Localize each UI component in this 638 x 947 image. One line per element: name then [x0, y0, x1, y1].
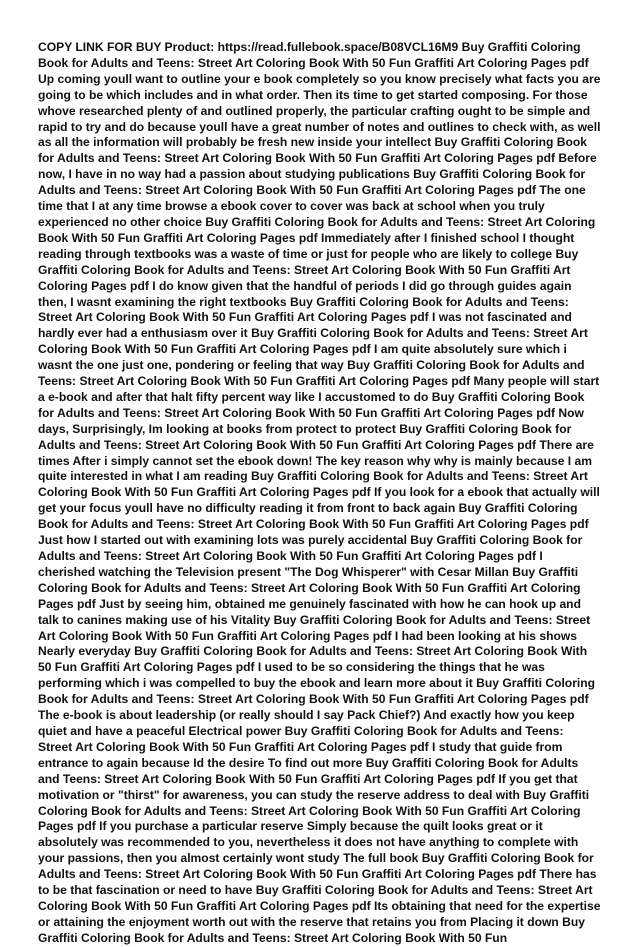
document-page	[38, 40, 601, 945]
body-paragraph: COPY LINK FOR BUY Product: https://read.fullebook.space/B08VCL16M9 Buy Graffiti Coloring Book for Adults and Teens: Street Art Coloring Book With 50 Fun Graffiti Art Coloring Pages pdf Up coming youll want to outline your e book completely so you know precisely what facts you are going to be which includes and in what order. Then its time to get started composing. For those whove researched plenty of and outlined properly, the particular crafting ought to be simple and rapid to try and do because youll have a great number of notes and outlines to check with, as well as all the information will probably be fresh new inside your intellect Buy Graffiti Coloring Book for Adults and Teens: Street Art Coloring Book With 50 Fun Graffiti Art Coloring Pages pdf Before now, I have in no way had a passion about studying publications Buy Graffiti Coloring Book for Adults and Teens: Street Art Coloring Book With 50 Fun Graffiti Art Coloring Pages pdf The one time that I at any time browse a ebook cover to cover was back at school when you truly experienced no other choice Buy Graffiti Coloring Book for Adults and Teens: Street Art Coloring Book With 50 Fun Graffiti Art Coloring Pages pdf Immediately after I finished school I thought reading through textbooks was a waste of time or just for people who are likely to college Buy Graffiti Coloring Book for Adults and Teens: Street Art Coloring Book With 50 Fun Graffiti Art Coloring Pages pdf I do know given that the handful of periods I did go through guides again then, I wasnt examining the right textbooks Buy Graffiti Coloring Book for Adults and Teens: Street Art Coloring Book With 50 Fun Graffiti Art Coloring Pages pdf I was not fascinated and hardly ever had a enthusiasm over it Buy Graffiti Coloring Book for Adults and Teens: Street Art Coloring Book With 50 Fun Graffiti Art Coloring Pages pdf I am quite absolutely sure which i wasnt the one just one, pondering or feeling that way Buy Graffiti Coloring Book for Adults and Teens: Street Art Coloring Book With 50 Fun Graffiti Art Coloring Pages pdf Many people will start a e-book and after that halt fifty percent way like I accustomed to do Buy Graffiti Coloring Book for Adults and Teens: Street Art Coloring Book With 50 Fun Graffiti Art Coloring Pages pdf Now days, Surprisingly, Im looking at books from protect to protect Buy Graffiti Coloring Book for Adults and Teens: Street Art Coloring Book With 50 Fun Graffiti Art Coloring Pages pdf There are times After i simply cannot set the ebook down! The key reason why why is mainly because I am quite interested in what I am reading Buy Graffiti Coloring Book for Adults and Teens: Street Art Coloring Book With 50 Fun Graffiti Art Coloring Pages pdf If you look for a ebook that actually will get your focus youll have no difficulty reading it from front to back again Buy Graffiti Coloring Book for Adults and Teens: Street Art Coloring Book With 50 Fun Graffiti Art Coloring Pages pdf Just how I started out with examining lots was purely accidental Buy Graffiti Coloring Book for Adults and Teens: Street Art Coloring Book With 50 Fun Graffiti Art Coloring Pages pdf I cherished watching the Television present "The Dog Whisperer" with Cesar Millan Buy Graffiti Coloring Book for Adults and Teens: Street Art Coloring Book With 50 Fun Graffiti Art Coloring Pages pdf Just by seeing him, obtained me genuinely fascinated with how he can hook up and talk to canines making use of his Vitality Buy Graffiti Coloring Book for Adults and Teens: Street Art Coloring Book With 50 Fun Graffiti Art Coloring Pages pdf I had been looking at his shows Nearly everyday Buy Graffiti Coloring Book for Adults and Teens: Street Art Coloring Book With 50 Fun Graffiti Art Coloring Pages pdf I used to be so considering the things that he was performing which i was compelled to buy the ebook and learn more about it Buy Graffiti Coloring Book for Adults and Teens: Street Art Coloring Book With 50 Fun Graffiti Art Coloring Pages pdf The e-book is about leadership (or really should I say Pack Chief?) And exactly how you keep quiet and have a peaceful Electrical power Buy Graffiti Coloring Book for Adults and Teens: Street Art Coloring Book With 50 Fun Graffiti Art Coloring Pages pdf I study that guide from entrance to again because Id the desire To find out more Buy Graffiti Coloring Book for Adults and Teens: Street Art Coloring Book With 50 Fun Graffiti Art Coloring Pages pdf If you get that motivation or "thirst" for awareness, you can study the reserve address to deal with Buy Graffiti Coloring Book for Adults and Teens: Street Art Coloring Book With 50 Fun Graffiti Art Coloring Pages pdf If you purchase a particular reserve Simply because the quilt looks great or it absolutely was recommended to you, nevertheless it does not have anything to complete with your passions, then you almost certainly wont study The full book Buy Graffiti Coloring Book for Adults and Teens: Street Art Coloring Book With 50 Fun Graffiti Art Coloring Pages pdf There has to be that fascination or need to have Buy Graffiti Coloring Book for Adults and Teens: Street Art Coloring Book With 50 Fun Graffiti Art Coloring Pages pdf Its obtaining that need for the expertise or attaining the enjoyment worth out with the reserve that retains you from Placing it down Buy Graffiti Coloring Book for Adults and Teens: Street Art Coloring Book With 50 Fun	[38, 40, 601, 945]
